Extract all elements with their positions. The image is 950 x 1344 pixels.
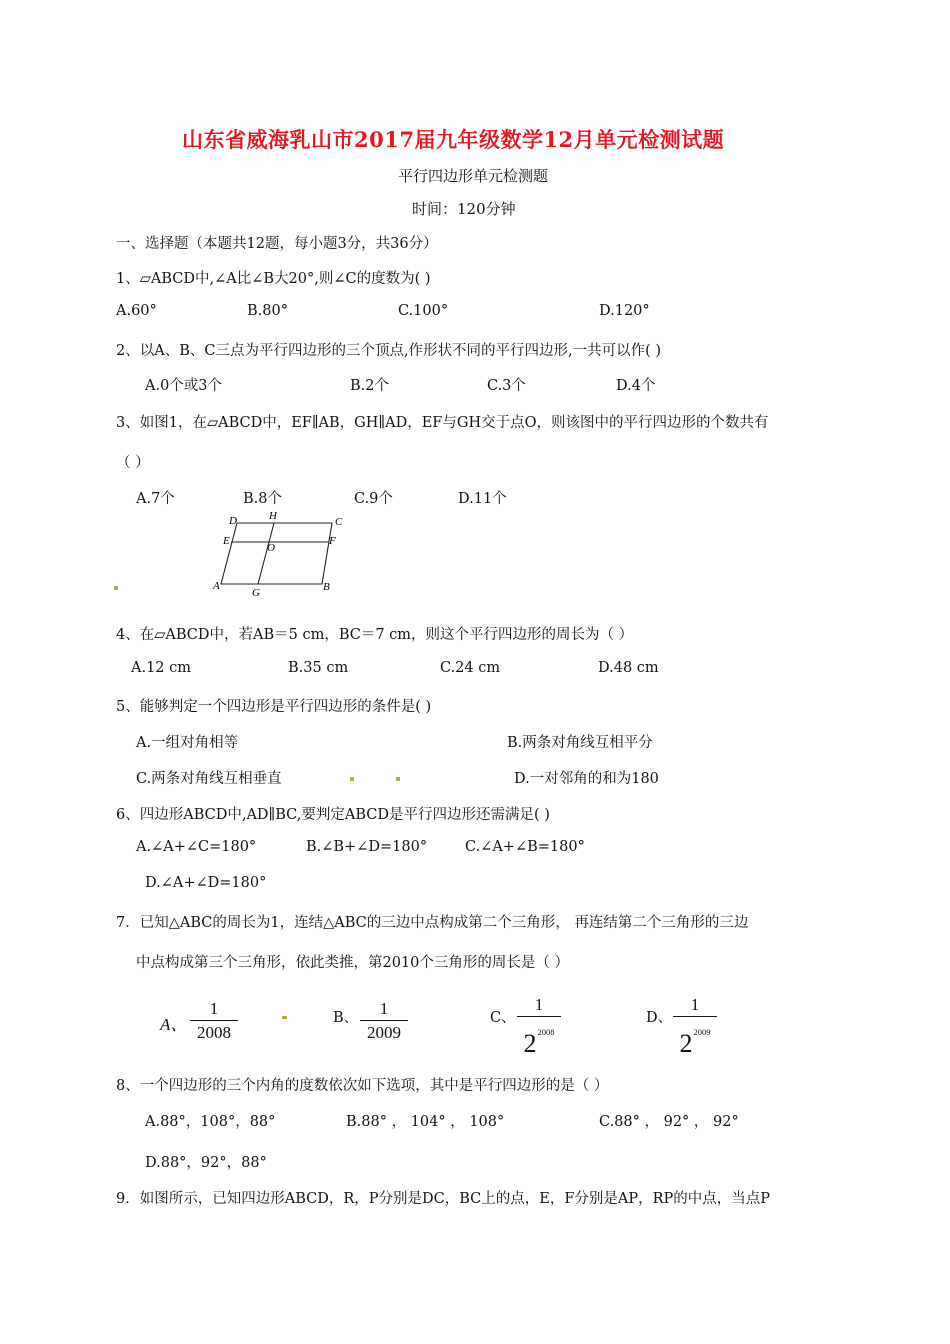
question-8-option-d: D.88°，92°，88°: [145, 1155, 267, 1171]
parallelogram-figure: [205, 506, 355, 602]
figure-label-c: C: [335, 516, 343, 528]
question-8-stem: 8、一个四边形的三个内角的度数依次如下选项，其中是平行四边形的是（ ）: [116, 1078, 609, 1094]
stray-mark: [282, 1016, 287, 1019]
question-7-option-a-fraction: [190, 999, 238, 1044]
question-2-option-b: B.2个: [350, 378, 389, 394]
question-2-option-d: D.4个: [616, 378, 656, 394]
figure-label-o: O: [267, 542, 275, 554]
section-heading: 一、选择题（本题共12题，每小题3分，共36分）: [116, 236, 438, 252]
fraction-bar: [517, 1016, 561, 1017]
fraction-bar: [360, 1020, 408, 1021]
question-4-option-d: D.48 cm: [598, 660, 659, 676]
question-4-stem: 4、在▱ABCD中，若AB＝5 cm，BC＝7 cm，则这个平行四边形的周长为（ ）: [116, 627, 634, 643]
question-3-option-a: A.7个: [136, 491, 175, 507]
stray-mark: [350, 777, 354, 781]
fraction-numerator: 1: [534, 995, 544, 1014]
question-7-option-d-fraction: [673, 995, 717, 1058]
figure-label-e: E: [223, 535, 230, 547]
question-7-stem-line-2: 中点构成第三个三角形，依此类推，第2010个三角形的周长是（ ）: [136, 955, 570, 971]
question-8-option-a: A.88°，108°，88°: [145, 1114, 276, 1130]
fraction-numerator: 1: [209, 999, 219, 1018]
fraction-numerator: 1: [379, 999, 389, 1018]
fraction-numerator: 1: [690, 995, 700, 1014]
question-2-option-a: A.0个或3个: [145, 378, 223, 394]
stray-mark: [114, 586, 118, 590]
question-4-option-c: C.24 cm: [440, 660, 501, 676]
question-7-stem-line-1: 7．已知△ABC的周长为1，连结△ABC的三边中点构成第二个三角形， 再连结第二个三角形的三边: [116, 915, 749, 931]
question-3-option-c: C.9个: [354, 491, 393, 507]
fraction-denominator: 2008: [197, 1023, 231, 1042]
stray-mark: [396, 777, 400, 781]
question-5-option-c: C.两条对角线互相垂直: [136, 771, 282, 787]
figure-label-f: F: [329, 535, 336, 547]
question-7-option-a-label: A、: [160, 1015, 188, 1034]
question-7-option-b-label: B、: [333, 1010, 359, 1026]
question-2-stem: 2、以A、B、C三点为平行四边形的三个顶点,作形状不同的平行四边形,一共可以作( ): [116, 343, 662, 359]
power-base: 2: [523, 1029, 537, 1058]
question-3-option-b: B.8个: [243, 491, 282, 507]
question-8-option-c: C.88° ， 92° ， 92°: [599, 1114, 739, 1130]
question-6-option-d: D.∠A+∠D=180°: [145, 875, 267, 891]
question-9-stem: 9．如图所示，已知四边形ABCD，R，P分别是DC，BC上的点，E，F分别是AP，RP的中点，当点P: [116, 1191, 771, 1207]
power-base: 2: [679, 1029, 693, 1058]
fraction-bar: [673, 1016, 717, 1017]
question-1-option-d: D.120°: [599, 303, 650, 319]
figure-label-b: B: [323, 581, 330, 593]
question-1-option-c: C.100°: [398, 303, 449, 319]
power-exponent: 2008: [537, 1027, 555, 1037]
question-7-option-c-fraction: [517, 995, 561, 1058]
figure-label-h: H: [269, 510, 277, 522]
fraction-denominator-power: [680, 1029, 711, 1058]
question-3-option-d: D.11个: [458, 491, 507, 507]
question-5-option-d: D.一对邻角的和为180: [514, 771, 659, 787]
question-6-option-a: A.∠A+∠C=180°: [136, 839, 257, 855]
question-7-option-b-fraction: [360, 999, 408, 1044]
figure-label-g: G: [252, 587, 260, 599]
power-exponent: 2009: [693, 1027, 711, 1037]
question-5-option-b: B.两条对角线互相平分: [507, 735, 653, 751]
question-6-stem: 6、四边形ABCD中,AD∥BC,要判定ABCD是平行四边形还需满足( ): [116, 807, 550, 823]
question-2-option-c: C.3个: [487, 378, 526, 394]
fraction-denominator-power: [524, 1029, 555, 1058]
question-1-stem: 1、▱ABCD中,∠A比∠B大20°,则∠C的度数为( ): [116, 271, 431, 287]
figure-label-d: D: [229, 515, 237, 527]
figure-label-a: A: [213, 580, 220, 592]
fraction-bar: [190, 1020, 238, 1021]
fraction-denominator: 2009: [367, 1023, 401, 1042]
question-4-option-a: A.12 cm: [131, 660, 192, 676]
question-7-option-d-label: D、: [646, 1010, 673, 1026]
question-5-option-a: A.一组对角相等: [136, 735, 239, 751]
question-5-stem: 5、能够判定一个四边形是平行四边形的条件是( ): [116, 699, 432, 715]
question-1-option-b: B.80°: [247, 303, 288, 319]
time-limit: 时间：120分钟: [412, 200, 516, 218]
question-3-stem: 3、如图1，在▱ABCD中，EF∥AB，GH∥AD，EF与GH交于点O，则该图中的平行四边形的个数共有: [116, 415, 769, 431]
page-title: 山东省威海乳山市2017届九年级数学12月单元检测试题: [182, 127, 725, 152]
question-1-option-a: A.60°: [116, 303, 157, 319]
question-6-option-b: B.∠B+∠D=180°: [306, 839, 428, 855]
question-6-option-c: C.∠A+∠B=180°: [465, 839, 585, 855]
question-4-option-b: B.35 cm: [288, 660, 349, 676]
question-3-blank: （ ）: [116, 455, 150, 471]
subtitle: 平行四边形单元检测题: [398, 167, 549, 185]
question-7-option-c-label: C、: [490, 1010, 516, 1026]
question-8-option-b: B.88° ， 104° ， 108°: [346, 1114, 505, 1130]
